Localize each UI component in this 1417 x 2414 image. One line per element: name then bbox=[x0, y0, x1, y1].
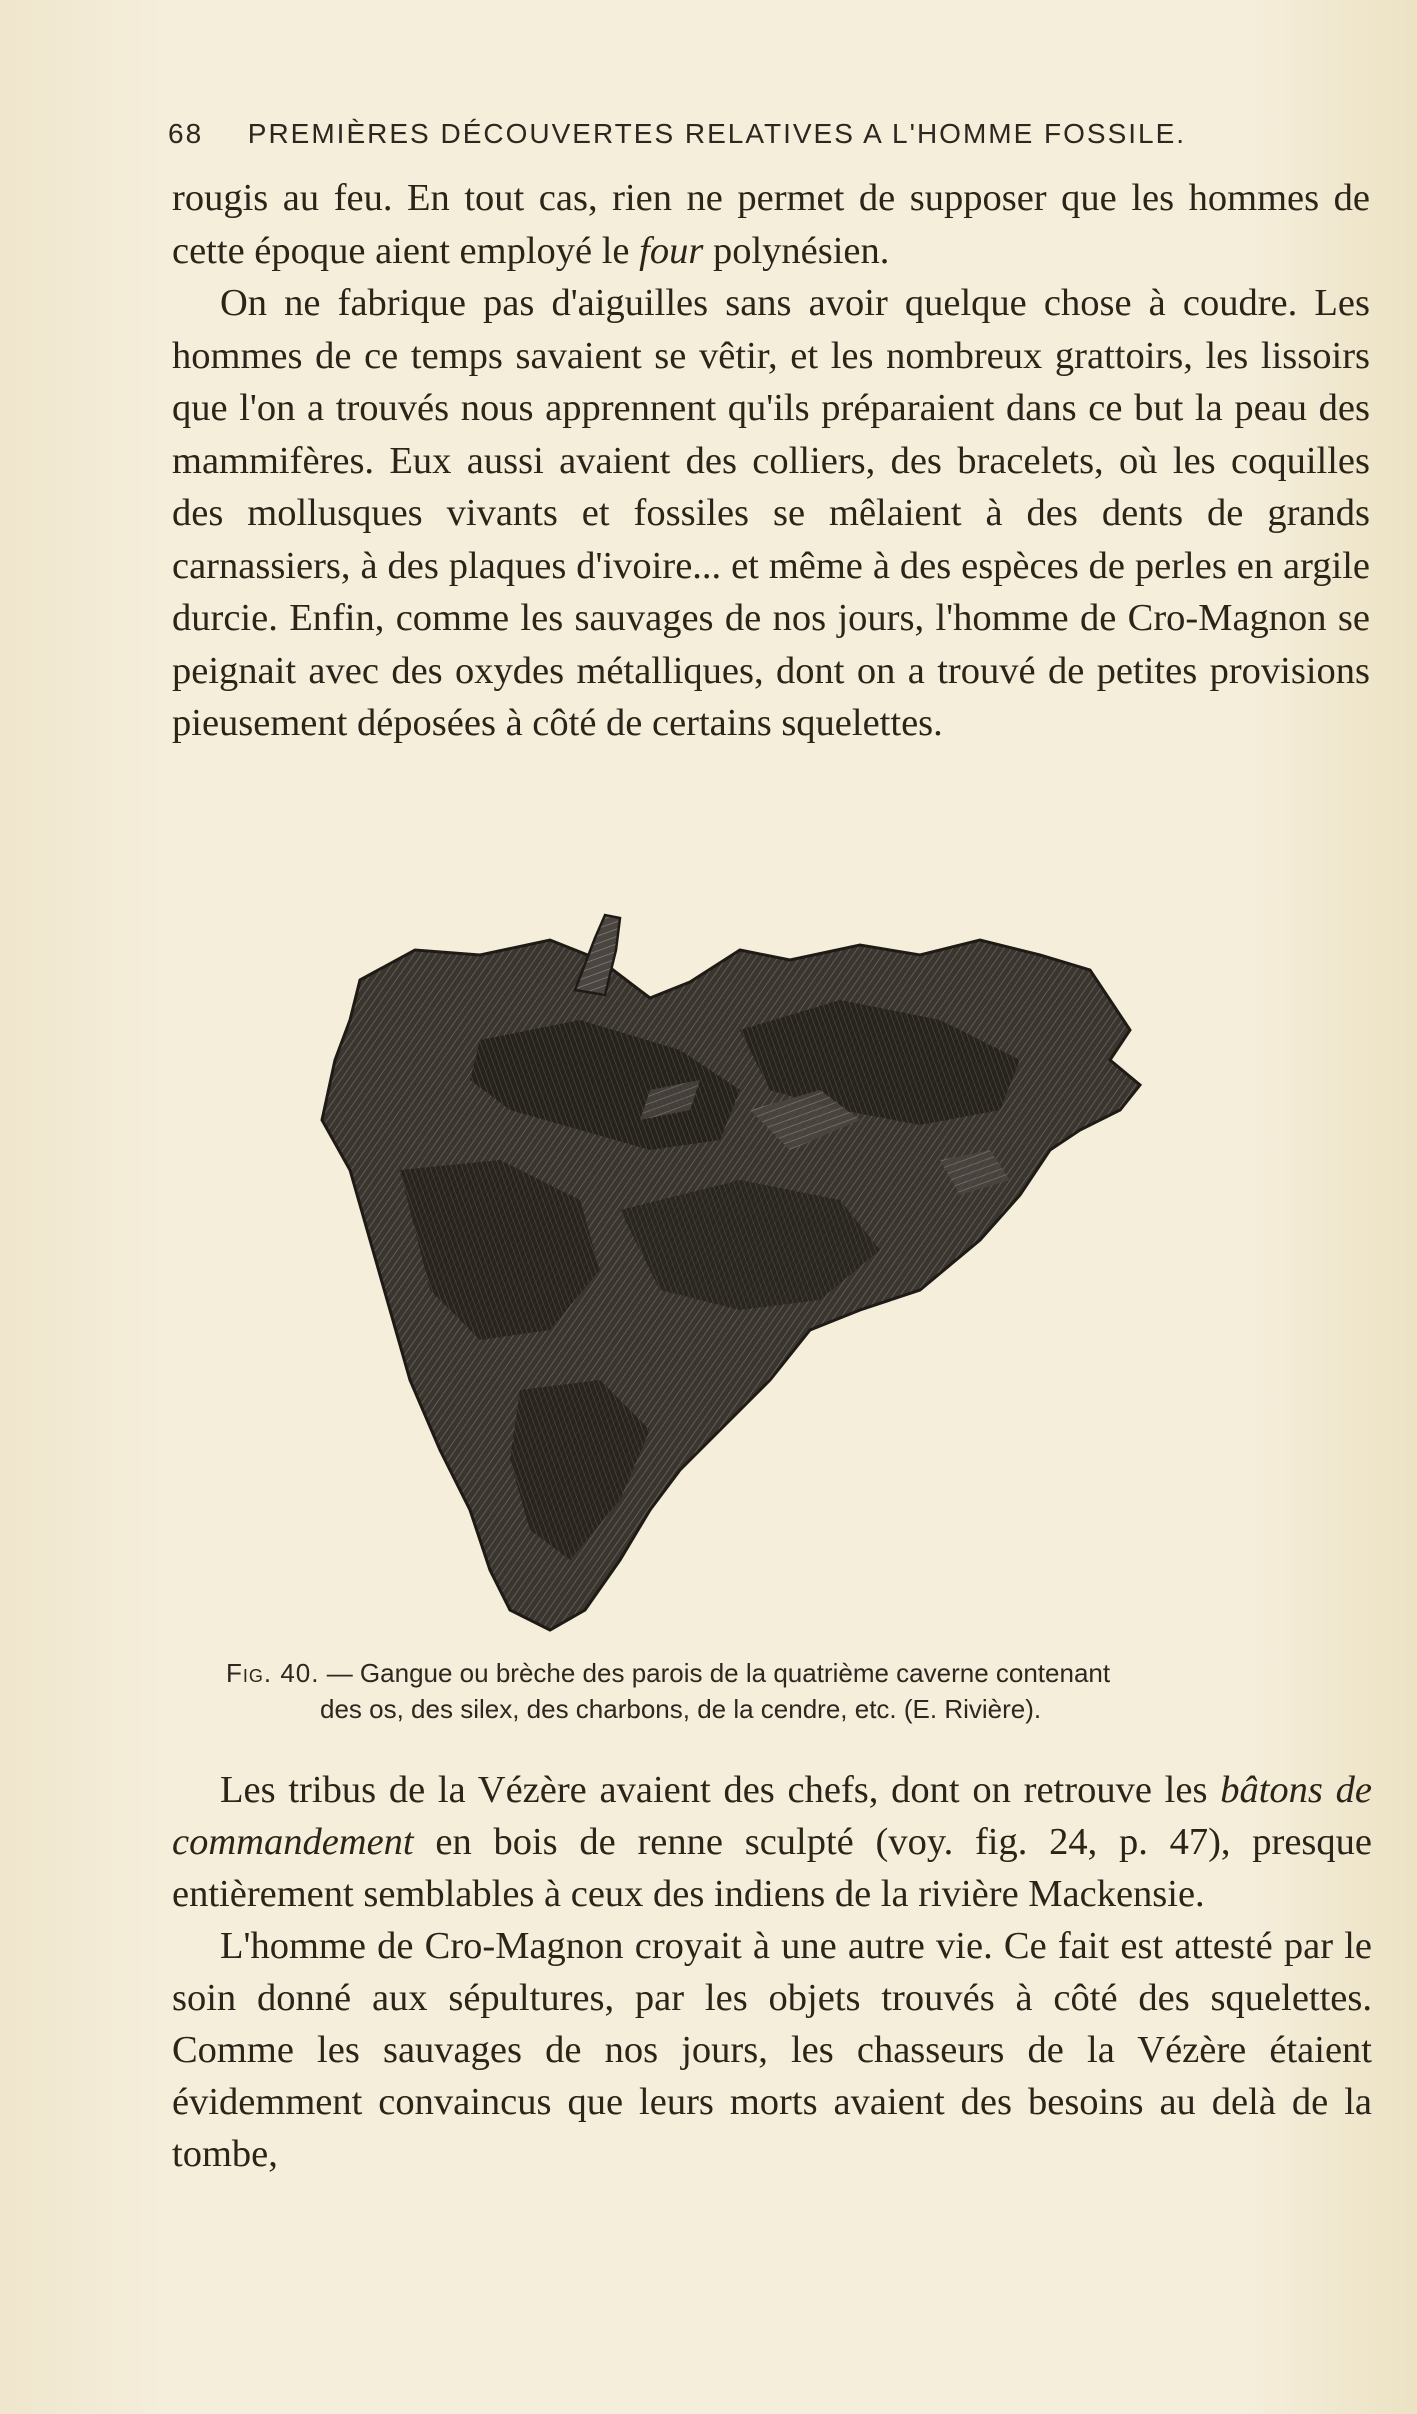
running-title: PREMIÈRES DÉCOUVERTES RELATIVES A L'HOMME FOSSILE. bbox=[247, 118, 1187, 149]
figure-caption bbox=[180, 1655, 1300, 1727]
paragraph-tribus bbox=[172, 1764, 1372, 1920]
figure-label: Fig. 40. bbox=[226, 1658, 320, 1688]
paragraph-continuation bbox=[172, 172, 1370, 277]
figure-gangue-illustration bbox=[320, 910, 1225, 1640]
para1-line2-end: polynésien. bbox=[703, 229, 890, 272]
caption-line1 bbox=[180, 1655, 1300, 1691]
para1-line2: les hommes de cette époque aient employé le bbox=[172, 177, 1371, 272]
running-header bbox=[168, 118, 1248, 150]
para3-text-a: Les tribus de la Vézère avaient des chefs, dont on retrouve les bbox=[220, 1769, 1221, 1811]
caption-line2: des os, des silex, des charbons, de la cendre, etc. (E. Rivière). bbox=[320, 1694, 1042, 1724]
paragraph-aiguilles: On ne fabrique pas d'aiguilles sans avoir quelque chose à coudre. Les hommes de ce temps savaient se vêtir, et les nombreux grattoirs, les lissoirs que l'on a trouvés nous apprennent qu'ils préparaient dans ce but la peau des mammifères. Eux aussi avaient des colliers, des bracelets, où les coquilles des mollusques vivants et fossiles se mêlaient à des dents de grands carnassiers, à des plaques d'ivoire... et même à des espèces de perles en argile durcie. Enfin, comme les sauvages de nos jours, l'homme de Cro-Magnon se peignait avec des oxydes métalliques, dont on a trouvé de petites provisions pieusement déposées à côté de certains squelettes. bbox=[172, 282, 1370, 744]
para3-text-b: en bois de renne sculpté (voy. fig. 24, p. 47), presque entièrement semblables à ceux des indiens de la rivière Mackensie. bbox=[172, 1821, 1372, 1915]
para1-line1: rougis au feu. En tout cas, rien ne permet de supposer que bbox=[172, 177, 1117, 219]
text-block-top bbox=[172, 172, 1370, 750]
caption-text1: — Gangue ou brèche des parois de la quatrième caverne contenant bbox=[319, 1658, 1111, 1688]
page-number: 68 bbox=[168, 118, 204, 149]
para1-italic-four: four bbox=[639, 229, 704, 272]
text-block-bottom bbox=[172, 1764, 1372, 2180]
para3-italic: bâtons de commandement bbox=[172, 1769, 1372, 1863]
paragraph-autre-vie: L'homme de Cro-Magnon croyait à une autre vie. Ce fait est attesté par le soin donné aux sépultures, par les objets trouvés à côté des squelettes. Comme les sauvages de nos jours, les chasseurs de la Vézère étaient évidemment convaincus que leurs morts avaient des besoins au delà de la tombe, bbox=[172, 1925, 1372, 2175]
